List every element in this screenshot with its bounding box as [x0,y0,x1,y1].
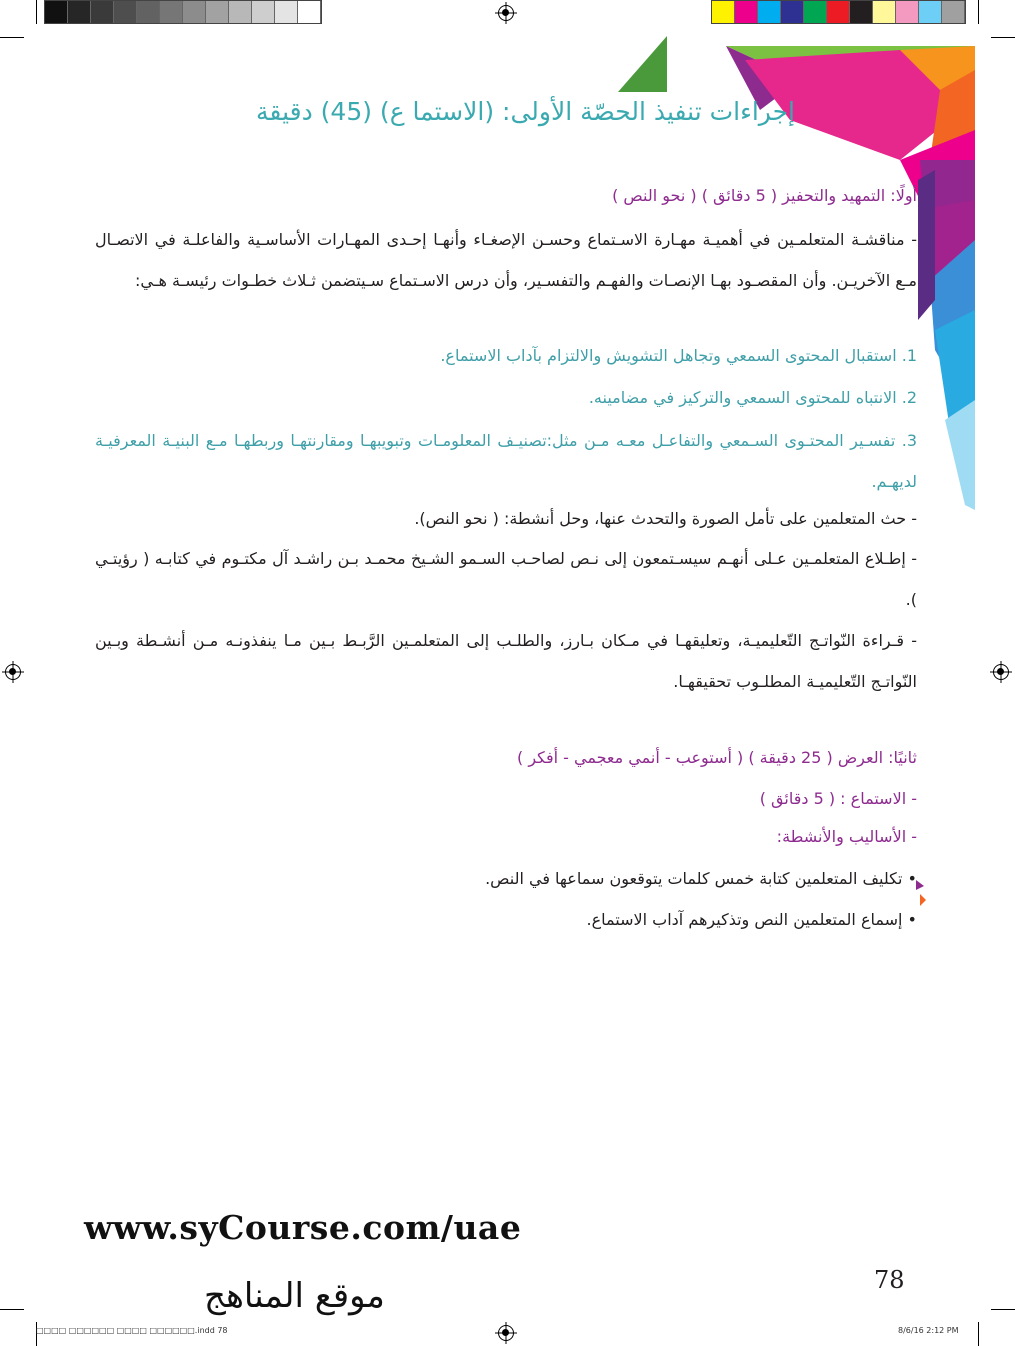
registration-mark-icon [993,664,1009,680]
subheading-methods: - الأساليب والأنشطة: [776,827,917,846]
decorative-small-triangles [916,880,928,910]
page-number: 78 [874,1266,905,1294]
crop-mark [991,37,1015,38]
crop-mark [991,1309,1015,1310]
crop-mark [0,37,24,38]
activity-line: - حث المتعلمين على تأمل الصورة والتحدث عنها، وحل أنشطة: ( نحو النص). [414,509,917,528]
section-heading-intro: أولًا: التمهيد والتحفيز ( 5 دقائق ) ( نحو النص ) [612,186,917,205]
registration-mark-icon [5,664,21,680]
cmyk-color-bar [711,0,966,24]
method-item: • تكليف المتعلمين كتابة خمس كلمات يتوقعون سماعها في النص. [485,869,917,888]
grayscale-color-bar [44,0,322,24]
print-timestamp: 8/6/16 2:12 PM [898,1326,959,1335]
activity-paragraph: - إطـلاع المتعلمـين عـلى أنهـم سيسـتمعون إلى نـص لصاحـب السـمو الشـيخ محمـد بـن راشـد آل مكتـوم في كتابـه ( رؤيتـي ). [95,549,917,609]
website-url[interactable]: www.syCourse.com/uae [84,1208,522,1247]
method-item: • إسماع المتعلمين النص وتذكيرهم آداب الاستماع. [586,910,917,929]
section-heading-presentation: ثانيًا: العرض ( 25 دقيقة ) ( أستوعب - أنمي معجمي - أفكر ) [516,748,917,767]
page-title: إجراءات تنفيذ الحصّة الأولى: (الاستما ع) (45) دقيقة [256,97,795,126]
intro-paragraph: - مناقشـة المتعلمـين في أهميـة مهـارة الاسـتماع وحسـن الإصغـاء وأنهـا إحـدى المهـارات الأساسـية والفاعلـة في الاتصـال مـع الآخريـن. وأن المقصـود بهـا الإنصـات والفهـم والتفسـير، وأن درس الاسـتماع سـيتضمن ثـلاث خطـوات رئيسـة هـي: [95,230,917,290]
step-item: 3. تفسـير المحتـوى السـمعي والتفاعـل معـه مـن مثل:تصنيـف المعلومـات وتبويبهـا ومقارنتهـا وربطهـا مـع البنيـة المعرفيـة لديهـم. [95,431,917,491]
crop-mark [978,0,979,24]
crop-mark [36,0,37,24]
subheading-listening: - الاستماع : ( 5 دقائق ) [759,789,917,808]
crop-mark [978,1322,979,1346]
activity-paragraph: - قـراءة النّواتـج التّعليميـة، وتعليقهـا في مـكان بـارز، والطلـب إلى المتعلمـين الرَّبـط بـين مـا ينفذونـه مـن أنشـطة وبـين النّواتـج التّعليميـة المطلـوب تحقيقهـا. [95,631,917,691]
crop-mark [0,1309,24,1310]
step-item: 1. استقبال المحتوى السمعي وتجاهل التشويش والالتزام بآداب الاستماع. [440,346,917,365]
step-item: 2. الانتباه للمحتوى السمعي والتركيز في مضامينه. [588,388,917,407]
registration-mark-icon [498,5,514,21]
site-name-logo: موقع المناهج [204,1276,385,1316]
registration-mark-icon [498,1325,514,1341]
file-slug: □□□□ □□□□□□ □□□□ □□□□□□.indd 78 [36,1326,228,1335]
